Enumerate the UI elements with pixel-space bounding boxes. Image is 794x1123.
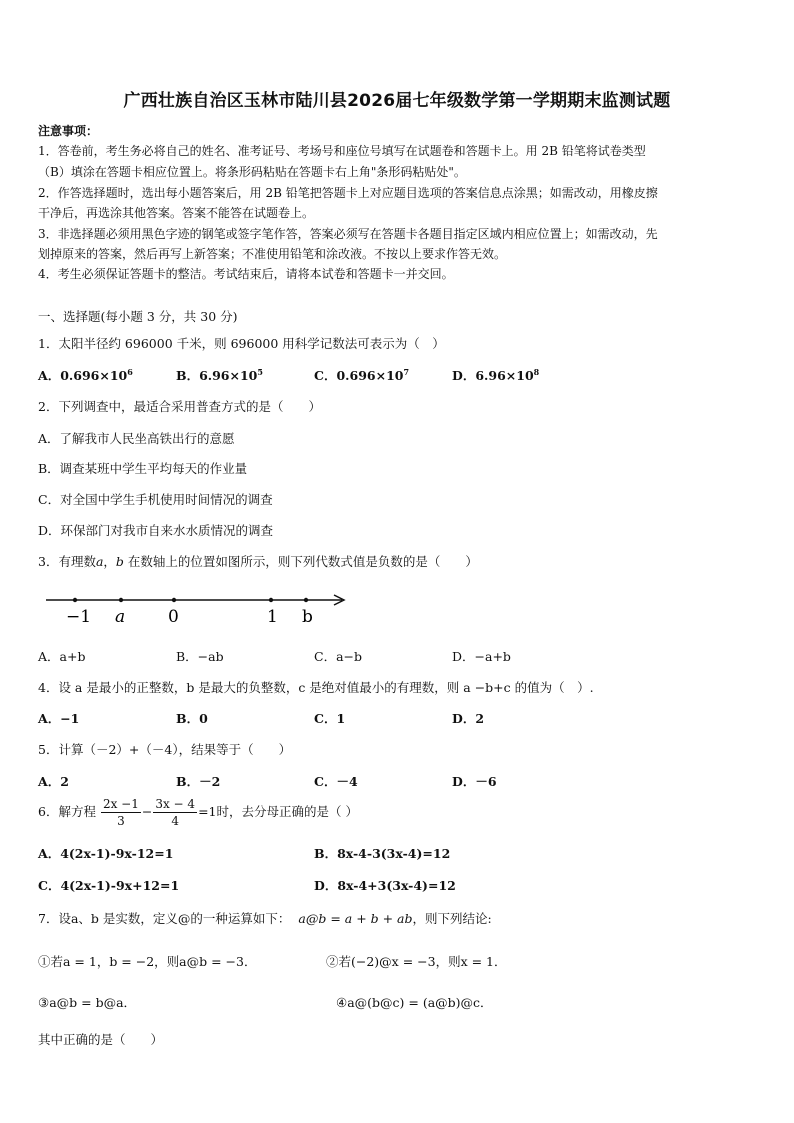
q1-option-c: C．$0.696\times 10^7$ [314,367,410,383]
q3-option-c: C．a−b [314,649,362,664]
q6-option-d: D．8x-4+3(3x-4)=12 [314,878,456,893]
q4-option-d: D．2 [452,711,485,726]
q6-option-b: B．8x-4-3(3x-4)=12 [314,846,451,861]
q3-option-a: A．a+b [38,649,86,664]
question-6-stem: 6．解方程 $\frac{2x -1}{3}$ − $\frac{3x - 4}{4}$ =1时，去分母正确的是（ ） [38,797,358,828]
q7-statement-2: ②若(−2)@x = −3，则x = 1． [326,954,507,969]
section-heading: 一、选择题(每小题 3 分，共 30 分) [38,309,238,324]
q4-option-c: C．1 [314,711,346,726]
q6-option-a: A．4(2x-1)-9x-12=1 [38,846,174,861]
axis-label-a: a [115,607,126,627]
q2-option-b: B．调查某班中学生平均每天的作业量 [38,461,248,476]
point-b [304,598,308,602]
q2-option-c: C．对全国中学生手机使用时间情况的调查 [38,492,273,507]
q6-option-c: C．4(2x-1)-9x+12=1 [38,878,180,893]
axis-label-minus-1: −1 [66,607,92,627]
question-5-stem: 5．计算（－2）+（－4），结果等于（ ） [38,742,292,757]
question-3-stem: 3．有理数a，b 在数轴上的位置如图所示，则下列代数式值是负数的是（ ） [38,554,478,569]
point-a [119,598,123,602]
question-2-stem: 2．下列调查中，最适合采用普查方式的是（ ） [38,399,321,414]
question-7-stem: 7．设a、b 是实数，定义@的一种运算如下： a@b = a + b + ab，则下列结论: [38,911,492,926]
axis-label-0: 0 [168,607,179,627]
point-minus-1 [73,598,77,602]
question-1-stem: 1．太阳半径约 696000 千米，则 696000 用科学记数法可表示为（ ） [38,336,445,351]
q1-option-b: B．$6.96\times 10^5$ [176,367,263,383]
q7-ask: 其中正确的是（ ） [38,1032,164,1047]
fraction-1: $\frac{2x -1}{3}$ [102,797,139,828]
notice-line: 1．答卷前，考生务必将自己的姓名、准考证号、考场号和座位号填写在试题卷和答题卡上。用 2B 铅笔将试卷类型 [38,144,646,158]
q7-statement-4: ④a@(b@c) = (a@b)@c． [336,995,493,1010]
q1-option-a: A．$0.696\times 10^6$ [38,367,133,383]
q3-option-d: D．−a+b [452,649,511,664]
q5-option-a: A．2 [38,774,69,789]
notice-line: 干净后，再选涂其他答案。答案不能答在试题卷上。 [38,206,315,220]
q4-option-b: B．0 [176,711,208,726]
notice-line: 2．作答选择题时，选出每小题答案后，用 2B 铅笔把答题卡上对应题目选项的答案信息点涂黑；如需改动，用橡皮擦 [38,186,658,200]
q2-option-d: D．环保部门对我市自来水水质情况的调查 [38,523,274,538]
q5-option-b: B．－2 [176,774,221,789]
q2-option-a: A．了解我市人民坐高铁出行的意愿 [38,431,235,446]
fraction-2: $\frac{3x - 4}{4}$ [155,797,196,828]
point-1 [269,598,273,602]
q7-statement-1: ①若a = 1，b = −2，则a@b = −3． [38,954,257,969]
q7-statement-3: ③a@b = b@a． [38,995,137,1010]
q5-option-d: D．－6 [452,774,497,789]
notice-line: 3．非选择题必须用黑色字迹的钢笔或签字笔作答，答案必须写在答题卡各题目指定区域内相应位置上；如需改动，先 [38,227,658,241]
q4-option-a: A．−1 [38,711,80,726]
number-line-figure [44,586,354,628]
page-title: 广西壮族自治区玉林市陆川县2026届七年级数学第一学期期末监测试题 [123,91,671,111]
notice-line: 划掉原来的答案，然后再写上新答案；不准使用铅笔和涂改液。不按以上要求作答无效。 [38,247,507,261]
axis-label-b: b [302,607,313,627]
notice-heading: 注意事项： [38,124,99,138]
notice-line: （B）填涂在答题卡相应位置上。将条形码粘贴在答题卡右上角"条形码粘贴处"。 [38,165,466,179]
q5-option-c: C．－4 [314,774,358,789]
q3-option-b: B．−ab [176,649,224,664]
axis-label-1: 1 [267,607,278,627]
point-0 [172,598,176,602]
question-4-stem: 4．设 a 是最小的正整数，b 是最大的负整数，c 是绝对值最小的有理数，则 a −b+c 的值为（ ）. [38,680,594,695]
q1-option-d: D．$6.96\times 10^8$ [452,367,540,383]
notice-line: 4．考生必须保证答题卡的整洁。考试结束后，请将本试卷和答题卡一并交回。 [38,267,454,281]
